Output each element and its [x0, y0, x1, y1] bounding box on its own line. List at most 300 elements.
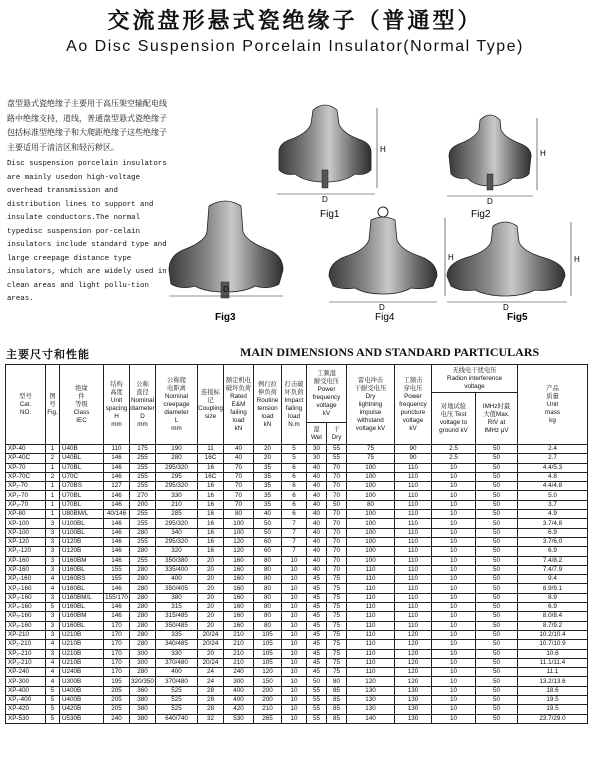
- table-cell: 4: [46, 640, 60, 649]
- table-cell: 280: [130, 668, 156, 677]
- header-line: withstand: [357, 416, 384, 424]
- table-cell: 110: [395, 519, 432, 528]
- table-cell: 20: [254, 454, 282, 463]
- table-cell: 70: [327, 556, 347, 565]
- table-cell: 4: [46, 658, 60, 667]
- table-cell: 280: [130, 603, 156, 612]
- table-cell: 100: [347, 519, 395, 528]
- table-cell: 10.2/10.4: [518, 630, 588, 639]
- fig4-drawing: [329, 207, 454, 312]
- table-cell: 146: [104, 491, 130, 500]
- table-cell: 16C: [198, 472, 224, 481]
- table-cell: 205: [104, 686, 130, 695]
- table-cell: 50: [476, 686, 518, 695]
- table-cell: 50: [476, 584, 518, 593]
- header-line: Class: [73, 408, 90, 416]
- table-cell: 55: [307, 705, 327, 714]
- table-cell: 20: [198, 649, 224, 658]
- table-cell: 45: [307, 649, 327, 658]
- header-line: 破坏负荷: [225, 384, 252, 392]
- header-line: 型号: [19, 392, 32, 400]
- header-line: 电压 Test: [440, 410, 467, 418]
- header-line: 大值Max.: [483, 410, 510, 418]
- table-cell: 160: [224, 556, 254, 565]
- table-cell: 110: [347, 603, 395, 612]
- table-row: [6, 686, 588, 695]
- header-riv-max: [476, 393, 518, 445]
- table-cell: 400: [156, 668, 198, 677]
- table-cell: 40: [307, 463, 327, 472]
- table-cell: 55: [307, 696, 327, 705]
- table-row: [6, 621, 588, 630]
- table-cell: 50: [476, 528, 518, 537]
- table-cell: U70BL: [60, 500, 104, 509]
- table-cell: 110: [395, 584, 432, 593]
- table-row: [6, 547, 588, 556]
- table-cell: U530B: [60, 714, 104, 723]
- table-cell: 170: [104, 640, 130, 649]
- table-cell: 350/380: [156, 556, 198, 565]
- table-cell: 28: [198, 686, 224, 695]
- table-cell: 100: [347, 556, 395, 565]
- table-row: [6, 668, 588, 677]
- table-cell: 28: [198, 705, 224, 714]
- table-cell: 10: [282, 575, 307, 584]
- table-cell: 70: [224, 463, 254, 472]
- table-cell: 280: [130, 565, 156, 574]
- table-cell: XP-240: [6, 668, 46, 677]
- table-cell: 280: [130, 593, 156, 602]
- header-line: load: [288, 412, 300, 420]
- header-line: 公称: [136, 380, 149, 388]
- table-cell: 140: [347, 714, 395, 723]
- table-cell: 50: [476, 593, 518, 602]
- table-cell: 70: [224, 482, 254, 491]
- table-cell: U160BM: [60, 556, 104, 565]
- table-cell: 3.7/4.8: [518, 519, 588, 528]
- header-line: Dry: [365, 392, 376, 400]
- table-cell: 110: [395, 565, 432, 574]
- header-line: kN: [234, 424, 243, 432]
- header-line: 工频击: [403, 376, 423, 384]
- table-cell: 40: [307, 491, 327, 500]
- table-cell: 255: [130, 519, 156, 528]
- table-cell: 105: [254, 640, 282, 649]
- table-cell: 80: [254, 575, 282, 584]
- table-cell: U160BL: [60, 584, 104, 593]
- table-cell: 255: [130, 454, 156, 463]
- table-cell: U70BL: [60, 463, 104, 472]
- header-line: frequency: [312, 393, 341, 401]
- header-riv-test: [432, 393, 476, 445]
- fig3-drawing: [169, 201, 283, 298]
- header-line: 坏负荷: [284, 388, 304, 396]
- table-cell: 110: [347, 612, 395, 621]
- header-line: 电距离: [167, 384, 186, 392]
- table-cell: 18.6: [518, 686, 588, 695]
- table-cell: 55: [307, 714, 327, 723]
- table-cell: 70: [327, 547, 347, 556]
- table-cell: 1: [46, 500, 60, 509]
- header-line: NO.: [19, 408, 32, 416]
- table-cell: 20: [198, 593, 224, 602]
- table-cell: 24: [198, 668, 224, 677]
- table-cell: 20: [198, 575, 224, 584]
- header-pf-dry: [327, 423, 347, 445]
- table-cell: 75: [327, 658, 347, 667]
- table-cell: 170: [104, 649, 130, 658]
- table-cell: 1: [46, 463, 60, 472]
- table-cell: 10: [282, 630, 307, 639]
- table-cell: U400B: [60, 686, 104, 695]
- table-cell: 160: [224, 584, 254, 593]
- table-cell: 205: [104, 705, 130, 714]
- table-cell: 360: [130, 686, 156, 695]
- table-cell: 11: [198, 445, 224, 454]
- table-cell: 255: [130, 472, 156, 481]
- table-cell: 85: [327, 714, 347, 723]
- table-cell: 4: [46, 668, 60, 677]
- header-line: L: [174, 416, 179, 424]
- table-cell: 75: [327, 668, 347, 677]
- table-cell: 40: [307, 528, 327, 537]
- table-cell: 530: [224, 714, 254, 723]
- table-cell: 3.7/6.0: [518, 537, 588, 546]
- header-power-frequency: [307, 365, 347, 423]
- header-line: voltage: [402, 416, 424, 424]
- section-title-cn: 主要尺寸和性能: [6, 348, 90, 361]
- table-cell: 5: [46, 603, 60, 612]
- table-cell: 50: [476, 705, 518, 714]
- header-coupling: [198, 365, 224, 445]
- table-cell: 6: [282, 500, 307, 509]
- table-cell: XP₁-160: [6, 575, 46, 584]
- table-cell: 155: [104, 575, 130, 584]
- table-cell: 280: [130, 575, 156, 584]
- table-cell: 110: [347, 658, 395, 667]
- table-cell: 50: [476, 603, 518, 612]
- table-cell: U300B: [60, 677, 104, 686]
- table-cell: 45: [307, 630, 327, 639]
- table-cell: 280: [130, 621, 156, 630]
- fig1-label: Fig1: [320, 209, 340, 220]
- table-cell: 50: [254, 528, 282, 537]
- header-line: diameter: [130, 404, 155, 412]
- fig1-dim-d: D: [322, 195, 328, 204]
- table-cell: 330: [156, 491, 198, 500]
- table-cell: 130: [347, 696, 395, 705]
- table-cell: 110: [395, 593, 432, 602]
- table-cell: 110: [395, 537, 432, 546]
- header-line: Rated: [230, 392, 247, 400]
- header-line: 质量: [546, 392, 559, 400]
- table-cell: 240: [104, 714, 130, 723]
- table-cell: 100: [224, 528, 254, 537]
- table-cell: 10: [432, 621, 476, 630]
- header-line: Radion interference: [447, 374, 502, 382]
- table-cell: XP-300: [6, 677, 46, 686]
- table-cell: 2: [46, 454, 60, 463]
- table-cell: 45: [307, 603, 327, 612]
- table-cell: 100: [347, 510, 395, 519]
- table-row: [6, 500, 588, 509]
- table-cell: 50: [476, 575, 518, 584]
- header-line: tension: [257, 404, 278, 412]
- table-cell: XP-40: [6, 445, 46, 454]
- header-line: Impact: [284, 396, 304, 404]
- header-line: kg: [549, 416, 556, 424]
- table-cell: 10: [432, 677, 476, 686]
- table-cell: 130: [347, 686, 395, 695]
- table-cell: 50: [476, 547, 518, 556]
- table-cell: XP-160: [6, 556, 46, 565]
- table-cell: XP-420: [6, 705, 46, 714]
- table-cell: 146: [104, 547, 130, 556]
- header-line: N.m: [288, 420, 300, 428]
- table-cell: 11.1/11.4: [518, 658, 588, 667]
- table-cell: 85: [327, 686, 347, 695]
- header-line: 产品: [546, 384, 559, 392]
- header-line: Routine: [256, 396, 279, 404]
- table-cell: U160BL: [60, 621, 104, 630]
- table-cell: 50: [476, 565, 518, 574]
- header-line: frequency: [399, 400, 427, 408]
- table-cell: 370/480: [156, 677, 198, 686]
- table-cell: XP-160: [6, 565, 46, 574]
- table-cell: XP₃-160: [6, 593, 46, 602]
- table-row: [6, 454, 588, 463]
- table-cell: 50: [476, 630, 518, 639]
- table-row: [6, 463, 588, 472]
- table-cell: 80: [327, 677, 347, 686]
- header-line: 无线电干扰电压: [452, 366, 497, 374]
- table-cell: 2.5: [432, 445, 476, 454]
- table-cell: 10: [432, 696, 476, 705]
- table-cell: 16: [198, 519, 224, 528]
- table-cell: 40: [254, 510, 282, 519]
- table-cell: U160BM: [60, 612, 104, 621]
- table-cell: 20/24: [198, 658, 224, 667]
- table-cell: 10: [282, 584, 307, 593]
- table-cell: 160: [224, 612, 254, 621]
- table-cell: 175: [130, 445, 156, 454]
- table-cell: 155/170: [105, 593, 128, 601]
- fig2-drawing: [447, 115, 546, 206]
- table-cell: 4.8: [518, 472, 588, 481]
- table-cell: 16: [198, 500, 224, 509]
- table-cell: 170: [104, 621, 130, 630]
- table-cell: XP₃-70: [6, 500, 46, 509]
- header-line: 额定机电: [225, 376, 252, 384]
- table-cell: XP-400: [6, 686, 46, 695]
- table-cell: U100BL: [60, 519, 104, 528]
- table-cell: 75: [347, 454, 395, 463]
- header-line: 号: [49, 400, 56, 408]
- table-cell: 20: [198, 565, 224, 574]
- table-cell: 45: [307, 621, 327, 630]
- table-cell: 10: [432, 491, 476, 500]
- table-row: [6, 519, 588, 528]
- header-line: size: [204, 412, 217, 420]
- table-cell: 4.9: [518, 510, 588, 519]
- table-cell: 100: [347, 482, 395, 491]
- table-cell: 10: [432, 630, 476, 639]
- table-cell: 10: [432, 547, 476, 556]
- header-line: Nominal: [130, 396, 155, 404]
- table-row: [6, 714, 588, 723]
- header-line: D: [140, 412, 145, 420]
- table-row: [6, 603, 588, 612]
- table-cell: 4.4/4.8: [518, 482, 588, 491]
- table-cell: 350/405: [156, 584, 198, 593]
- table-row: [6, 510, 588, 519]
- table-cell: 110: [395, 556, 432, 565]
- fig2-dim-h: H: [540, 149, 546, 158]
- table-cell: 190: [156, 445, 198, 454]
- table-header: [6, 365, 588, 445]
- table-cell: 110: [395, 500, 432, 509]
- table-cell: XP-70C: [6, 472, 46, 481]
- table-cell: 110: [395, 603, 432, 612]
- header-line: puncture: [400, 408, 426, 416]
- table-cell: 100: [347, 547, 395, 556]
- table-cell: 255: [130, 482, 156, 491]
- table-cell: 6: [282, 491, 307, 500]
- table-cell: 400: [224, 696, 254, 705]
- table-cell: 120: [347, 677, 395, 686]
- table-cell: 4: [46, 584, 60, 593]
- table-cell: 120: [395, 630, 432, 639]
- table-cell: 255: [130, 537, 156, 546]
- table-cell: 146: [104, 584, 130, 593]
- table-cell: 10: [282, 565, 307, 574]
- table-cell: 10: [432, 528, 476, 537]
- table-cell: 3: [46, 630, 60, 639]
- table-cell: 30: [307, 454, 327, 463]
- table-cell: U80BM/L: [60, 510, 104, 519]
- table-cell: 80: [254, 565, 282, 574]
- header-line: Nominal: [164, 392, 189, 400]
- table-cell: 10: [432, 658, 476, 667]
- table-cell: 16: [198, 537, 224, 546]
- table-cell: 70: [327, 537, 347, 546]
- table-cell: 270: [130, 491, 156, 500]
- table-cell: 120: [395, 668, 432, 677]
- table-cell: 10: [432, 565, 476, 574]
- header-line: failing: [285, 404, 303, 412]
- table-cell: 7: [282, 528, 307, 537]
- table-cell: 340/485: [156, 640, 198, 649]
- table-cell: 75: [327, 603, 347, 612]
- table-cell: 9.4: [518, 575, 588, 584]
- table-cell: 110: [395, 575, 432, 584]
- header-line: kV: [409, 424, 417, 432]
- header-line: mm: [171, 424, 182, 432]
- table-cell: 110: [395, 528, 432, 537]
- table-cell: XP₂-210: [6, 649, 46, 658]
- table-cell: 210: [156, 500, 198, 509]
- table-cell: 7.4/8.2: [518, 556, 588, 565]
- table-cell: 50: [476, 482, 518, 491]
- table-row: [6, 445, 588, 454]
- table-cell: 75: [327, 630, 347, 639]
- table-cell: 75: [347, 445, 395, 454]
- table-cell: 3: [46, 565, 60, 574]
- table-cell: 335/400: [156, 565, 198, 574]
- table-cell: 170: [104, 668, 130, 677]
- table-cell: 1: [46, 491, 60, 500]
- header-line: Cat.: [19, 400, 32, 408]
- header-line: spacing: [105, 404, 128, 412]
- table-cell: 7.4/7.9: [518, 565, 588, 574]
- table-cell: U160BS: [60, 575, 104, 584]
- table-cell: U400B: [60, 696, 104, 705]
- table-cell: 146: [104, 463, 130, 472]
- header-line: mass: [544, 408, 561, 416]
- table-cell: 100: [347, 463, 395, 472]
- table-cell: 20: [198, 556, 224, 565]
- table-cell: 3: [46, 612, 60, 621]
- table-cell: XP-530: [6, 714, 46, 723]
- table-cell: U160BL: [60, 603, 104, 612]
- description-cn: 盘型悬式瓷绝缘子主要用于高压架空输配电线路中绝缘支持，道线，普通盘型悬式瓷绝缘子包括标准型绝缘子和大爬距绝缘子这些绝缘子主要适用于清洁区和轻污秽区。: [7, 99, 167, 152]
- fig3-label: Fig3: [215, 312, 236, 323]
- table-cell: 50: [476, 658, 518, 667]
- header-line: mm: [137, 420, 148, 428]
- table-cell: 50: [476, 640, 518, 649]
- header-line: diameter: [164, 408, 189, 416]
- table-cell: 146: [104, 556, 130, 565]
- header-line: Unit: [546, 400, 559, 408]
- table-row: [6, 528, 588, 537]
- header-line: 件: [78, 392, 85, 400]
- header-line: RIV at: [487, 418, 506, 426]
- table-cell: 20: [254, 445, 282, 454]
- table-cell: 10: [432, 584, 476, 593]
- table-cell: 50: [476, 500, 518, 509]
- table-cell: U40BL: [60, 454, 104, 463]
- table-cell: XP₄-160: [6, 603, 46, 612]
- table-cell: 10: [282, 696, 307, 705]
- header-line: 绝缘: [75, 384, 88, 392]
- table-cell: 55: [307, 686, 327, 695]
- header-line: 打击破: [284, 380, 304, 388]
- table-cell: 50: [476, 612, 518, 621]
- table-cell: 75: [327, 612, 347, 621]
- table-cell: 4: [46, 677, 60, 686]
- table-cell: 45: [307, 668, 327, 677]
- table-cell: 60: [254, 537, 282, 546]
- header-line: 对地试验: [440, 402, 467, 410]
- header-line: lightning: [358, 400, 383, 408]
- table-cell: 160: [224, 575, 254, 584]
- table-cell: 10: [432, 537, 476, 546]
- table-cell: 280: [130, 630, 156, 639]
- table-cell: 295/320: [156, 482, 198, 491]
- header-line: IMHz μV: [484, 426, 509, 434]
- table-cell: 340: [156, 528, 198, 537]
- fig5-dim-d: D: [503, 303, 509, 312]
- table-cell: 40: [307, 519, 327, 528]
- header-line: failing: [230, 408, 247, 416]
- table-cell: U160BM/L: [60, 593, 104, 602]
- table-cell: 10: [282, 658, 307, 667]
- table-cell: 525: [156, 705, 198, 714]
- table-cell: 1: [46, 482, 60, 491]
- table-cell: 110: [347, 593, 395, 602]
- table-cell: 16: [198, 491, 224, 500]
- table-cell: 280: [130, 584, 156, 593]
